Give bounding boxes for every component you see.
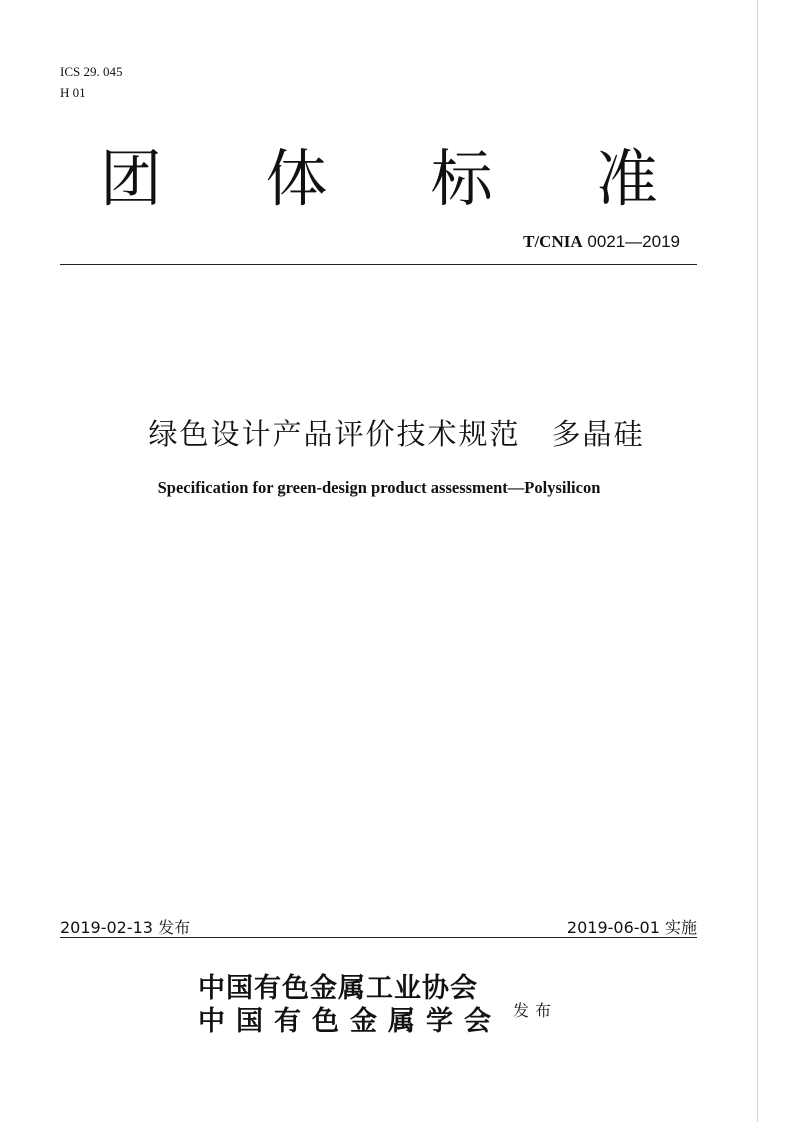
page-edge	[757, 0, 758, 1122]
chinese-title: 绿色设计产品评价技术规范 多晶硅	[148, 417, 645, 451]
title-char-3: 标	[430, 142, 493, 215]
issuer-1: 中国有色金属工业协会	[198, 973, 478, 1004]
issue-date: 2019-02-13 发布	[60, 918, 191, 937]
standard-number	[523, 232, 680, 252]
issuer-2: 中国有色金属学会	[198, 1006, 502, 1037]
implementation-date: 2019-06-01 实施	[566, 918, 697, 937]
ics-code: ICS 29. 045	[60, 64, 123, 79]
title-char-4: 准	[595, 142, 658, 215]
classification-codes	[60, 61, 122, 103]
title-char-1: 团	[100, 142, 163, 215]
title-char-2: 体	[265, 142, 328, 215]
standard-code-prefix: T/CNIA	[523, 232, 583, 251]
footer-divider	[60, 937, 697, 938]
english-title: Specification for green-design product assessment—Polysilicon	[157, 478, 601, 497]
document-type-title	[100, 142, 658, 216]
ccs-code: H 01	[60, 85, 86, 100]
issuing-organizations	[198, 972, 502, 1038]
header-divider	[60, 264, 697, 265]
standard-code-number: 0021—2019	[587, 232, 680, 251]
publish-label: 发布	[513, 1001, 558, 1020]
